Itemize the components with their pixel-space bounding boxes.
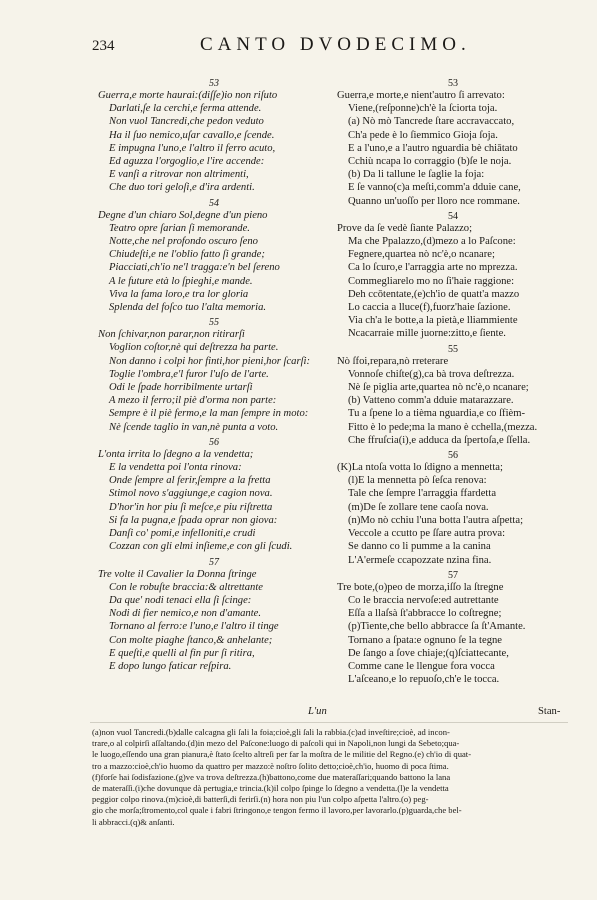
footnote-line: peggior colpo rinova.(m)cioè,di batterſi,di ferirſi.(n) hora non piu l'un colpo aſpetta l'altro.(o) peg-: [92, 794, 429, 805]
verse-line: (p)Tiente,che bello abbracce ſa ſt'Amante.: [348, 621, 526, 633]
verse-line: L'A'ermeſe ccapozzate nzina fina.: [348, 554, 492, 566]
verse-line: Non ſchivar,non parar,non ritirarſi: [98, 329, 245, 341]
stanza-number: 56: [448, 450, 458, 462]
verse-line: (a) Nò mò Tancrede ſtare accravaccato,: [348, 116, 515, 128]
verse-line: Ed aguzza l'orgoglio,e l'ire accende:: [109, 156, 265, 168]
verse-line: Splenda del foſco tuo l'alta memoria.: [109, 302, 267, 314]
verse-line: Piacciati,ch'io ne'l tragga:e'n bel ſereno: [109, 262, 280, 274]
footnote-line: gio che morſa;ſtromento,col quale i fabri ſtringono,e tengon fermo il lavoro,per lavorarlo.(p)guarda,che bel-: [92, 805, 462, 816]
verse-line: (b) Vatteno comm'a dduie matarazzare.: [348, 395, 514, 407]
verse-line: D'hor'in hor piu ſi meſce,e piu riſtretta: [109, 501, 273, 513]
verse-line: Con molte piaghe ſtanco,& anhelante;: [109, 634, 273, 646]
stanza-number: 56: [209, 436, 219, 448]
verse-line: Chiudeſti,e ne l'oblio fatto ſi grande;: [109, 249, 265, 261]
footnote-line: (f)forſe hai ſodisfazione.(g)ve va trova deſtrezza.(h)battono,come due materaſſari;quando battono la lana: [92, 771, 451, 782]
stanza-number: 57: [448, 569, 458, 581]
verse-line: Comme cane le llengue fora vocca: [348, 660, 495, 672]
verse-line: Eſſa a llaſsà ſt'abbracce lo coſtregne;: [348, 608, 502, 620]
verse-line: Commegliarelo mo no ſi'haie raggione:: [348, 275, 515, 287]
verse-line: (K)La ntoſa votta lo ſdigno a mennetta;: [337, 462, 503, 474]
verse-line: L'onta irrita lo ſdegno a la vendetta;: [98, 448, 254, 460]
verse-line: Stimol novo s'aggiunge,e cagion nova.: [109, 488, 273, 500]
verse-line: Fitto è lo pede;ma la mano è cchella,(mezza.: [348, 421, 538, 433]
verse-line: Viva la fama loro,e tra lor gloria: [109, 288, 249, 300]
verse-line: A le future età lo ſpieghi,e mande.: [109, 275, 253, 287]
verse-line: Tornano al ferro:e l'uno,e l'altro il tinge: [109, 621, 279, 633]
verse-line: E impugna l'uno,e l'altro il ferro acuto,: [109, 142, 276, 154]
stanza: [98, 437, 330, 554]
footnote-line: de materaſſi.(i)che dovunque dà pertugia,e trincia.(k)il colpo ſpinge lo ſdegno a vendetta.(l)e la vendetta: [92, 783, 449, 794]
verse-line: Si fa la pugna,e ſpada oprar non giova:: [109, 514, 278, 526]
verse-line: Tre bote,(o)peo de morza,iſſo la ſtregne: [337, 581, 504, 593]
stanza-number: 53: [209, 78, 219, 89]
verse-line: Viene,(reſponne)ch'è la ſciorta toja.: [348, 103, 498, 115]
footnote-divider: [90, 722, 568, 723]
verse-line: Teatro opre ſarian ſi memorande.: [109, 222, 250, 234]
verse-line: E ſe vanno(c)a meſti,comm'a dduie cane,: [348, 182, 521, 194]
footnote-line: (a)non vuol Tancredi.(b)dalle calcagna gli ſali la foia;cioè,gli ſali la rabbia.(c)ad inveſtire;cioè, ad incon-: [92, 727, 450, 737]
verse-line: Non danno i colpi hor finti,hor pieni,hor ſcarſi:: [109, 355, 310, 367]
verse-line: Ha il ſuo nemico,uſar cavallo,e ſcende.: [109, 129, 275, 141]
verse-line: Voglion coſtor,nè qui deſtrezza ha parte.: [109, 342, 279, 354]
footnote-line: trare,o al colpirſi aſſaltando.(d)in mezo del Paſcone:luogo di paſcoli qui in Napoli,non lungi da Sebeto;qua-: [92, 738, 460, 749]
verse-line: Non vuol Tancredi,che pedon veduto: [109, 116, 264, 128]
italian-text-column: [98, 78, 330, 676]
verse-line: Toglie l'ombra,e'l furor l'uſo de l'arte.: [109, 368, 269, 380]
running-title: CANTO DVODECIMO.: [200, 34, 471, 55]
stanza-number: 55: [209, 317, 219, 329]
stanza: [337, 570, 569, 687]
verse-line: Deh ccōtentate,(e)ch'io de quatt'a mazzo: [348, 288, 520, 300]
stanza: [98, 78, 330, 195]
stanza: [337, 78, 569, 208]
verse-line: Cozzan con gli elmi inſieme,e con gli ſcudi.: [109, 541, 293, 553]
verse-line: Tornano a ſpata:e ognuno ſe la tegne: [348, 634, 502, 646]
verse-line: Darlati,ſe la cerchi,e ferma attende.: [109, 103, 262, 115]
verse-line: Ca lo ſcuro,e l'arraggia arte no mprezza.: [348, 262, 518, 274]
verse-line: Che ffruſcia(i),e adduca da ſpertoſa,e ſſella.: [348, 434, 531, 446]
verse-line: E la vendetta poi l'onta rinova:: [109, 462, 242, 474]
stanza: [98, 557, 330, 674]
verse-line: Nodi di fier nemico,e non d'amante.: [109, 608, 262, 620]
verse-line: Onde ſempre al ferir,ſempre a la fretta: [109, 475, 271, 487]
verse-line: Vonnoſe chiſte(g),ca bà trova deſtrezza.: [348, 368, 515, 380]
stanza: [337, 450, 569, 567]
verse-line: Notte,che nel profondo oscuro ſeno: [109, 236, 258, 248]
verse-line: Veccole a ccutto pe ſſare autra prova:: [348, 528, 506, 540]
verse-line: Nè ſcende taglio in van,nè punta a voto.: [109, 421, 279, 433]
neapolitan-text-column: [337, 78, 569, 689]
verse-line: Cchiù ncapa lo corraggio (b)ſe le noja.: [348, 156, 512, 168]
verse-line: E queſti,e quelli al fin pur ſi ritira,: [109, 647, 255, 659]
verse-line: Prove da ſe vedè ſiante Palazzo;: [337, 222, 473, 234]
catchword-left: L'un: [308, 706, 327, 717]
verse-line: Danſi co' pomi,e infelloniti,e crudi: [109, 528, 256, 540]
stanza-number: 57: [209, 556, 219, 568]
verse-line: Lo caccia a lluce(f),fuorz'haie ſazione.: [348, 302, 511, 314]
verse-line: L'aſceano,e lo repuoſo,ch'e le tocca.: [348, 674, 500, 686]
verse-line: (l)E la mennetta pò ſeſca renova:: [348, 475, 487, 487]
footnote-line: li abbracci.(q)& anſanti.: [92, 816, 175, 827]
stanza: [98, 198, 330, 315]
verse-line: Ch'a pede è lo ſiemmico Gioja ſoja.: [348, 129, 498, 141]
stanza: [337, 344, 569, 447]
verse-line: Fegnere,quartea nò nc'è,o ncanare;: [348, 249, 495, 261]
stanza: [98, 317, 330, 434]
verse-line: Tu a ſpene lo a tièma nguardia,e co ſfièm-: [348, 408, 525, 420]
stanza-number: 54: [448, 210, 458, 222]
footnote-line: tro a mazzo:cioè,ch'io huomo da quattro per mazzo:è noſtro ſolito detto;cioè,ch'io, huomo di poca ſtima.: [92, 760, 449, 771]
verse-line: Nò ſfoi,repara,nò rreterare: [337, 355, 449, 367]
verse-line: Odi le ſpade horribilmente urtarſi: [109, 382, 253, 394]
verse-line: (n)Mo nò cchiu l'una botta l'autra aſpetta;: [348, 514, 524, 526]
verse-line: Nè ſe piglia arte,quartea nò nc'è,o ncanare;: [348, 382, 529, 394]
verse-line: E vanſi a ritrovar non altrimenti,: [109, 169, 249, 181]
footnotes: [92, 727, 566, 828]
verse-line: Sempre è il piè fermo,e la man ſempre in moto:: [109, 408, 309, 420]
verse-line: Ma che Ppalazzo,(d)mezo a lo Paſcone:: [348, 236, 516, 248]
verse-line: E a l'uno,e a l'autro nguardia bè chiātato: [348, 142, 518, 154]
stanza-number: 54: [209, 197, 219, 209]
verse-line: De ſango a ſove chiaje;(q)ſciattecante,: [348, 647, 509, 659]
verse-line: Guerra,e morte,e nient'autro ſi arrevato:: [337, 90, 505, 101]
stanza: [337, 211, 569, 341]
verse-line: (m)De ſe zollare tene caoſa nova.: [348, 501, 489, 513]
verse-line: Che duo tori geloſi,e d'ira ardenti.: [109, 182, 255, 194]
verse-line: Via ch'a le botte,a la pietà,e lliammiente: [348, 315, 518, 327]
page-number: 234: [92, 38, 115, 54]
verse-line: Ncacarraie mille juorne:zitto,e ſiente.: [348, 328, 506, 340]
verse-line: Co le braccia nervoſe:ed autrettante: [348, 594, 499, 606]
stanza-number: 55: [448, 343, 458, 355]
stanza-number: 53: [448, 78, 458, 89]
verse-line: Quanno un'uoſſo per lloro nce rommane.: [348, 195, 520, 207]
verse-line: Se danno co li pumme a la canina: [348, 541, 491, 553]
footnote-line: le luogo,eſſendo una gran pianura,è ſtato ſcelto altreſi per far la moſtra de le militie del Regno.(e) ch'io di quat-: [92, 749, 472, 760]
verse-line: Da que' nodi tenaci ella ſi ſcinge:: [109, 594, 252, 606]
verse-line: Tre volte il Cavalier la Donna ſtringe: [98, 568, 257, 580]
verse-line: (b) Da li tallune le ſaglie la foja:: [348, 169, 485, 181]
verse-line: Con le robuſte braccia:& altrettante: [109, 581, 263, 593]
catchword-right: Stan-: [538, 706, 561, 717]
verse-line: Tale che ſempre l'arraggia ffardetta: [348, 488, 497, 500]
verse-line: Degne d'un chiaro Sol,degne d'un pieno: [98, 209, 268, 221]
verse-line: Guerra,e morte haurai:(diſſe)io non riſuto: [98, 90, 278, 101]
verse-line: E dopo lungo faticar reſpira.: [109, 660, 232, 672]
verse-line: A mezo il ferro;il piè d'orma non parte:: [109, 395, 277, 407]
